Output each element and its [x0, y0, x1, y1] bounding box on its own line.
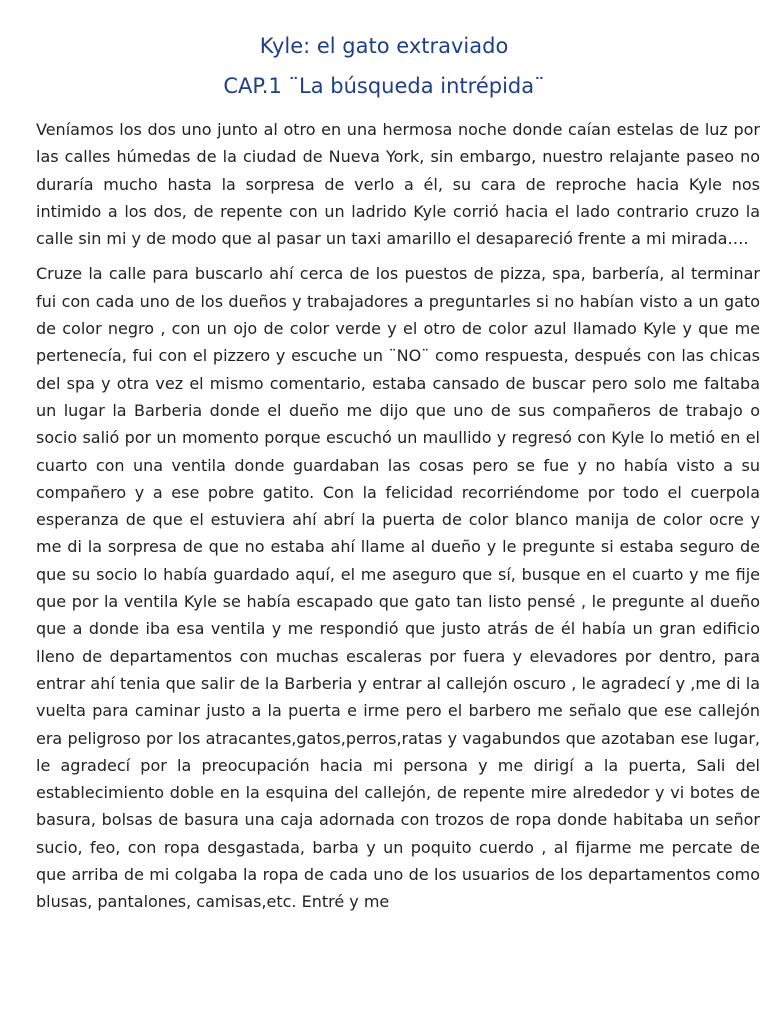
- chapter-title: CAP.1 ¨La búsqueda intrépida¨: [223, 74, 545, 98]
- document-title: Kyle: el gato extraviado: [259, 34, 509, 58]
- paragraph-1: Veníamos los dos uno junto al otro en una hermosa noche donde caían estelas de luz por las calles húmedas de la ciudad de Nueva York, sin embargo, nuestro relajante paseo no duraría mucho hasta la sorpresa de verlo a él, su cara de reproche hacia Kyle nos intimido a los dos, de repente con un ladrido Kyle corrió hacia el lado contrario cruzo la calle sin mi y de modo que al pasar un taxi amarillo el desapareció frente a mi mirada….: [36, 120, 760, 249]
- document-body: [36, 116, 760, 924]
- paragraph-2: Cruze la calle para buscarlo ahí cerca de los puestos de pizza, spa, barbería, al terminar fui con cada uno de los dueños y trabajadores a preguntarles si no habían visto a un gato de color negro , con un ojo de color verde y el otro de color azul llamado Kyle y que me pertenecía, fui con el pizzero y escuche un ¨NO¨ como respuesta, después con las chicas del spa y otra vez el mismo comentario, estaba cansado de buscar pero solo me faltaba un lugar la Barberia donde el dueño me dijo que uno de sus compañeros de trabajo o socio salió por un momento porque escuchó un maullido y regresó con Kyle lo metió en el cuarto con una ventila donde guardaban las cosas pero se fue y no había visto a su compañero y a ese pobre gatito. Con la felicidad recorriéndome por todo el cuerpola esperanza de que el estuviera ahí abrí la puerta de color blanco manija de color ocre y me di la sorpresa de que no estaba ahí llame al dueño y le pregunte si estaba seguro de que su socio lo había guardado aquí, el me aseguro que sí, busque en el cuarto y me fije que por la ventila Kyle se había escapado que gato tan listo pensé , le pregunte al dueño que a donde iba esa ventila y me respondió que justo atrás de él había un gran edificio lleno de departamentos con muchas escaleras por fuera y elevadores por dentro, para entrar ahí tenia que salir de la Barberia y entrar al callejón oscuro , le agradecí y ,me di la vuelta para caminar justo a la puerta e irme pero el barbero me señalo que ese callejón era peligroso por los atracantes,gatos,perros,ratas y vagabundos que azotaban ese lugar, le agradecí por la preocupación hacia mi persona y me dirigí a la puerta, Sali del establecimiento doble en la esquina del callejón, de repente mire alrededor y vi botes de basura, bolsas de basura una caja adornada con trozos de ropa donde habitaba un señor sucio, feo, con ropa desgastada, barba y un poquito cuerdo , al fijarme me percate de que arriba de mi colgaba la ropa de cada uno de los usuarios de los departamentos como blusas, pantalones, camisas,etc. Entré y me: [36, 264, 760, 912]
